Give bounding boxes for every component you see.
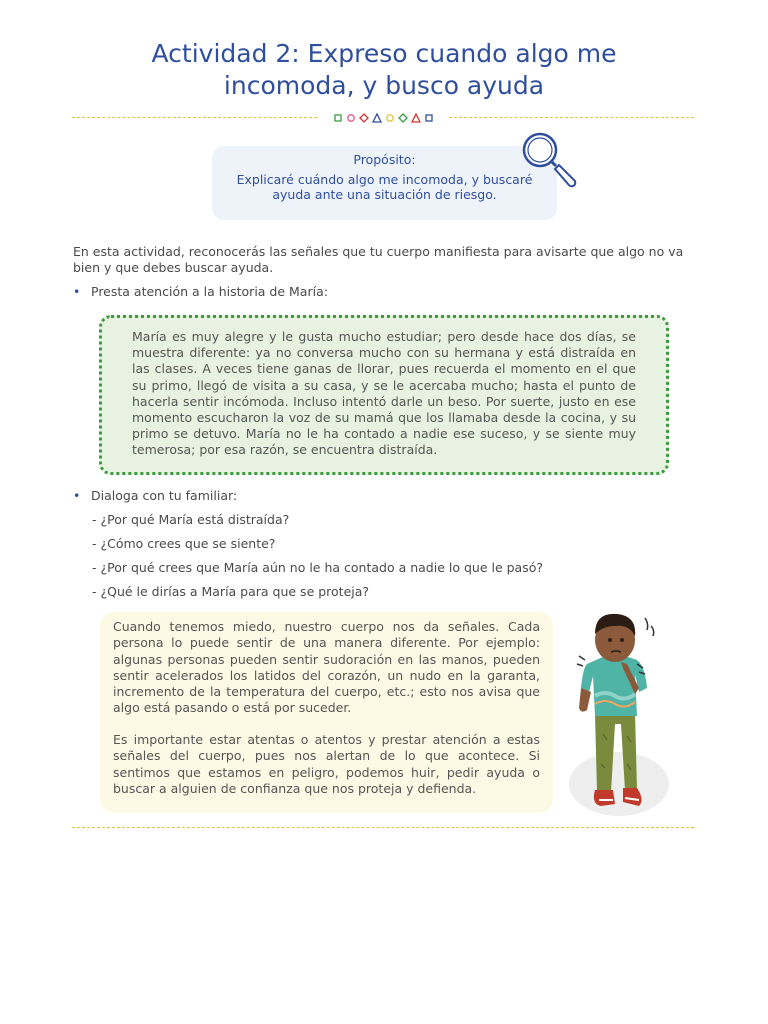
worried-child-illustration [565,604,670,822]
purpose-text: Explicaré cuándo algo me incomoda, y buscaré ayuda ante una situación de riesgo. [236,172,533,202]
purpose-box [212,146,557,220]
question-3: - ¿Por qué crees que María aún no le ha contado a nadie lo que le pasó? [92,560,544,575]
bullet-dialog-text: Dialoga con tu familiar: [91,488,238,503]
info-paragraph-1: Cuando tenemos miedo, nuestro cuerpo nos da señales. Cada persona lo puede sentir de una manera diferente. Por ejemplo: algunas personas pueden sentir sudoración en las manos, pueden sentir acelerados los latidos del corazón, un nudo en la garanta, incremento de la temperatura del cuerpo, etc.; esto nos avisa que algo está pasando o está por suceder. [113,619,540,716]
story-box [99,315,669,475]
story-text: María es muy alegre y le gusta mucho estudiar; pero desde hace dos días, se muestra diferente: ya no conversa mucho con su hermana y está distraída en las clases. A veces tiene ganas de llorar, pues recuerda el momento en el que su primo, llegó de visita a su casa, y se le acercaba mucho; hasta el punto de hacerla sentir incómoda. Incluso intentó darle un beso. Por suerte, justo en ese momento escucharon la voz de su mamá que los llamaba desde la cocina, y su primo se detuvo. María no le ha contado a nadie ese suceso, y se siente muy temerosa; por esa razón, se encuentra distraída. [132,329,636,458]
question-2: - ¿Cómo crees que se siente? [92,536,276,551]
top-divider [72,110,694,126]
purpose-title: Propósito: [353,152,416,167]
title-line-1: Actividad 2: Expreso cuando algo me [151,39,617,68]
question-1: - ¿Por qué María está distraída? [92,512,290,527]
info-paragraph-2: Es importante estar atentas o atentos y prestar atención a estas señales del cuerpo, pues nos alertan de lo que acontece. Si sentimos que estamos en peligro, podemos huir, pedir ayuda o buscar a alguien de confianza que nos proteja y defienda. [113,732,540,796]
page-title [100,38,668,102]
bottom-divider [72,827,694,828]
title-line-2: incomoda, y busco ayuda [223,71,545,100]
intro-paragraph: En esta actividad, reconocerás las señales que tu cuerpo manifiesta para avisarte que algo no va bien y que debes buscar ayuda. [73,244,684,275]
magnifying-glass-icon [518,130,580,190]
question-4: - ¿Qué le dirías a María para que se proteja? [92,584,370,599]
decorative-shapes-icon [334,112,434,124]
bullet-story-text: Presta atención a la historia de María: [91,284,328,299]
info-box [100,612,553,813]
